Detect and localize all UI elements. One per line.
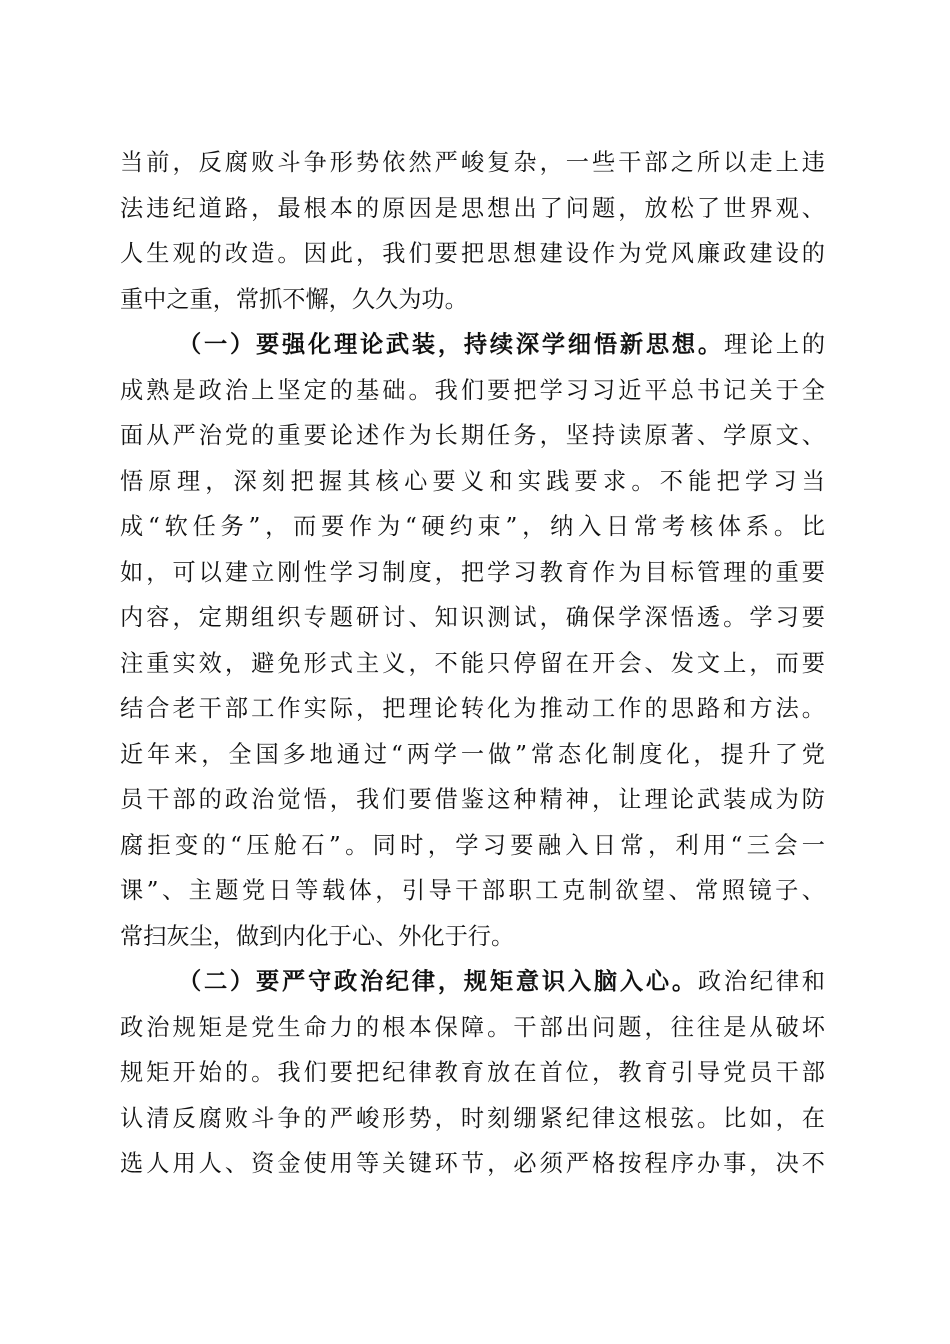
- section2-line: 选人用人、资金使用等关键环节，必须严格按程序办事，决不: [120, 1150, 825, 1177]
- section1-first-line-text: 理论上的: [723, 331, 825, 358]
- intro-line: 人生观的改造。因此，我们要把思想建设作为党风廉政建设的: [120, 240, 825, 267]
- section1-line: 悟原理，深刻把握其核心要义和实践要求。不能把学习当: [120, 467, 825, 495]
- section2-line: 规矩开始的。我们要把纪律教育放在首位，教育引导党员干部: [120, 1059, 825, 1086]
- section2-line: 认清反腐败斗争的严峻形势，时刻绷紧纪律这根弦。比如，在: [120, 1104, 825, 1132]
- section1-line: 常扫灰尘，做到内化于心、外化于行。: [120, 922, 515, 950]
- section1-first-line: [120, 322, 825, 368]
- section1-line: 腐拒变的“压舱石”。同时，学习要融入日常，利用“三会一: [120, 831, 825, 859]
- section1-line: 面从严治党的重要论述作为长期任务，坚持读原著、学原文、: [120, 422, 825, 449]
- section2-first-line-text: 政治纪律和: [697, 968, 825, 995]
- intro-line: 当前，反腐败斗争形势依然严峻复杂，一些干部之所以走上违: [120, 149, 825, 176]
- section1-line: 成熟是政治上坚定的基础。我们要把学习习近平总书记关于全: [120, 376, 825, 404]
- intro-line: 重中之重，常抓不懈，久久为功。: [120, 285, 468, 313]
- section1-line: 近年来，全国多地通过“两学一做”常态化制度化，提升了党: [120, 740, 825, 768]
- section1-line: 内容，定期组织专题研讨、知识测试，确保学深悟透。学习要: [120, 604, 825, 631]
- section2-line: 政治规矩是党生命力的根本保障。干部出问题，往往是从破坏: [120, 1013, 825, 1041]
- section1-heading: （一）要强化理论武装，持续深学细悟新思想。: [178, 331, 724, 358]
- section1-line: 员干部的政治觉悟，我们要借鉴这种精神，让理论武装成为防: [120, 786, 825, 813]
- section2-first-line: [120, 959, 825, 1005]
- section1-line: 课”、主题党日等载体，引导干部职工克制欲望、常照镜子、: [120, 877, 825, 904]
- intro-line: 法违纪道路，最根本的原因是思想出了问题，放松了世界观、: [120, 194, 825, 222]
- section1-line: 成“软任务”，而要作为“硬约束”，纳入日常考核体系。比: [120, 513, 825, 540]
- section1-line: 如，可以建立刚性学习制度，把学习教育作为目标管理的重要: [120, 558, 825, 586]
- section1-line: 结合老干部工作实际，把理论转化为推动工作的思路和方法。: [120, 695, 825, 722]
- section2-heading: （二）要严守政治纪律，规矩意识入脑入心。: [178, 968, 698, 995]
- document-body: [120, 140, 825, 1187]
- section1-line: 注重实效，避免形式主义，不能只停留在开会、发文上，而要: [120, 649, 825, 677]
